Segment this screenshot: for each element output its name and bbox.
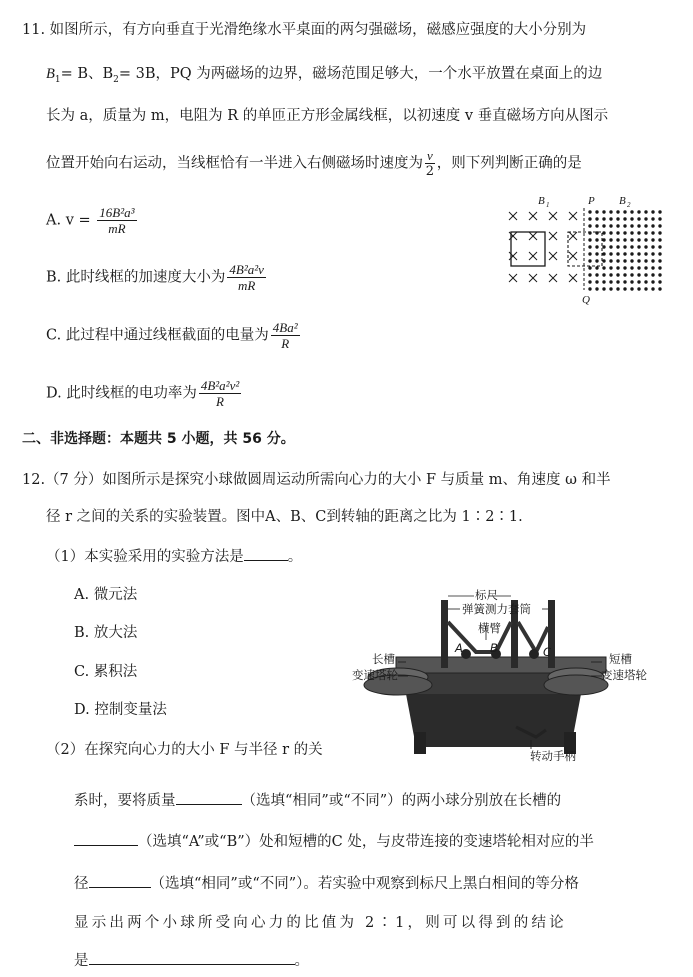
label-b2: B	[619, 195, 626, 207]
square-frame-solid	[511, 232, 545, 266]
dot-mark	[602, 238, 605, 241]
dot-mark	[644, 252, 647, 255]
cross-field-marks	[509, 212, 577, 282]
dot-mark	[630, 224, 633, 227]
label-biaochi: 标尺	[475, 588, 498, 602]
dot-mark	[651, 266, 654, 269]
label-p: P	[588, 195, 595, 207]
dot-mark	[595, 210, 598, 213]
q11-line1: 11. 如图所示，有方向垂直于光滑绝缘水平桌面的两匀强磁场，磁感应强度的大小分别为	[22, 22, 587, 38]
dot-mark	[595, 238, 598, 241]
dot-mark	[651, 210, 654, 213]
answer-blank-1[interactable]	[244, 546, 288, 561]
dot-mark	[651, 238, 654, 241]
dot-mark	[630, 273, 633, 276]
q12-opt-b: B. 放大法	[74, 625, 138, 641]
dot-mark	[609, 238, 612, 241]
dot-mark	[651, 273, 654, 276]
dot-mark	[644, 217, 647, 220]
dot-mark	[658, 287, 661, 290]
dot-mark	[602, 280, 605, 283]
q12-opt-a: A. 微元法	[74, 587, 138, 603]
q11-option-a: A. v = $\frac{\text{16B²a³}}{mR}$	[46, 205, 135, 236]
dot-mark	[644, 266, 647, 269]
q12-sub2-line6: 是 。	[74, 950, 309, 971]
dot-mark	[609, 224, 612, 227]
svg-text:1: 1	[546, 201, 550, 209]
label-point-a: A	[455, 641, 463, 655]
svg-text:2: 2	[627, 201, 631, 209]
label-short-groove: 短槽	[609, 652, 632, 666]
q11-option-d: D. 此时线框的电功率为 $\frac{\text{4B²a²v²}}{R}$	[46, 378, 240, 409]
dot-mark	[602, 210, 605, 213]
dot-mark	[588, 245, 591, 248]
dot-mark	[658, 217, 661, 220]
dot-mark	[623, 280, 626, 283]
label-point-b: B	[490, 641, 498, 655]
answer-blank-5[interactable]	[89, 950, 295, 965]
label-tower-pulley-left: 变速塔轮	[352, 668, 398, 682]
dot-mark	[651, 231, 654, 234]
q11-line2: $B_1= B$、$B_2= 3B$，PQ 为两磁场的边界，磁场范围足够大，一个水平放置在桌面上的边	[46, 66, 603, 85]
dot-mark	[602, 287, 605, 290]
dot-mark	[602, 252, 605, 255]
dot-mark	[637, 217, 640, 220]
dot-mark	[637, 252, 640, 255]
q12-sub2-line3: （选填“A”或“B”）处和短槽的C 处，与皮带连接的变速塔轮相对应的半	[74, 831, 594, 852]
dot-mark	[602, 224, 605, 227]
dot-mark	[616, 259, 619, 262]
label-point-c: C	[543, 645, 552, 659]
dot-mark	[595, 245, 598, 248]
dot-mark	[630, 238, 633, 241]
dot-mark	[651, 287, 654, 290]
dot-mark	[630, 210, 633, 213]
dot-mark	[658, 210, 661, 213]
label-hengbi: 横臂	[478, 621, 501, 635]
dot-mark	[609, 280, 612, 283]
label-long-groove: 长槽	[372, 652, 395, 666]
dot-mark	[616, 217, 619, 220]
q12-sub1: （1）本实验采用的实验方法是 。	[46, 546, 302, 567]
dot-mark	[616, 231, 619, 234]
dot-mark	[637, 273, 640, 276]
dot-mark	[588, 210, 591, 213]
dot-mark	[651, 224, 654, 227]
dot-mark	[623, 217, 626, 220]
dot-mark	[637, 238, 640, 241]
dot-mark	[602, 259, 605, 262]
dot-mark	[616, 266, 619, 269]
dot-mark	[623, 231, 626, 234]
dot-mark	[616, 238, 619, 241]
dot-mark	[623, 252, 626, 255]
dot-mark	[595, 224, 598, 227]
dot-mark	[588, 273, 591, 276]
dot-mark	[651, 280, 654, 283]
dot-mark	[623, 224, 626, 227]
label-tower-pulley-right: 变速塔轮	[601, 668, 647, 682]
dot-mark	[609, 266, 612, 269]
dot-mark	[651, 217, 654, 220]
q11-option-b: B. 此时线框的加速度大小为 $\frac{\text{4B²a²v}}{mR}$	[46, 262, 264, 293]
dot-mark	[637, 210, 640, 213]
dot-mark	[609, 217, 612, 220]
dot-mark	[637, 231, 640, 234]
answer-blank-4[interactable]	[89, 873, 151, 888]
dot-mark	[588, 287, 591, 290]
dot-mark	[595, 280, 598, 283]
answer-blank-3[interactable]	[74, 831, 138, 846]
dot-mark	[651, 245, 654, 248]
q12-opt-d: D. 控制变量法	[74, 702, 167, 718]
dot-mark	[644, 238, 647, 241]
dot-mark	[644, 210, 647, 213]
dot-mark	[637, 259, 640, 262]
dot-mark	[616, 210, 619, 213]
dot-mark	[609, 259, 612, 262]
dot-mark	[623, 210, 626, 213]
dot-mark	[658, 252, 661, 255]
dot-mark	[588, 217, 591, 220]
section-2-heading: 二、非选择题：本题共 5 小题，共 56 分。	[22, 431, 295, 447]
dot-mark	[637, 280, 640, 283]
dot-mark	[644, 273, 647, 276]
dot-mark	[588, 224, 591, 227]
dot-mark	[609, 231, 612, 234]
dot-mark	[630, 266, 633, 269]
dot-mark	[658, 231, 661, 234]
dot-mark	[623, 245, 626, 248]
dot-mark	[623, 259, 626, 262]
dot-mark	[658, 245, 661, 248]
dot-mark	[609, 245, 612, 248]
dot-mark	[588, 259, 591, 262]
dot-mark	[644, 287, 647, 290]
dot-mark	[623, 266, 626, 269]
dot-mark	[595, 287, 598, 290]
dot-mark	[609, 210, 612, 213]
dot-mark	[588, 238, 591, 241]
q11-line4: 位置开始向右运动，当线框恰有一半进入右侧磁场时速度为 $\frac{v}{2}$ ，则下列判断正确的是	[46, 148, 582, 179]
label-spring-sleeve: 弹簧测力套筒	[462, 602, 531, 616]
dot-mark	[623, 238, 626, 241]
dot-mark	[637, 224, 640, 227]
dot-mark	[602, 266, 605, 269]
dot-mark	[602, 245, 605, 248]
dot-mark	[588, 266, 591, 269]
dot-mark	[609, 287, 612, 290]
q12-sub2-line5: 显示出两个小球所受向心力的比值为 2∶1，则可以得到的结论	[74, 915, 567, 931]
dot-mark	[595, 273, 598, 276]
dot-mark	[588, 252, 591, 255]
dot-mark	[623, 273, 626, 276]
dot-mark	[630, 231, 633, 234]
q12-opt-c: C. 累积法	[74, 664, 138, 680]
q11-line3: 长为 a，质量为 m，电阻为 R 的单匝正方形金属线框，以初速度 v 垂直磁场方向从图示	[46, 108, 609, 124]
dot-mark	[651, 259, 654, 262]
dot-mark	[644, 224, 647, 227]
q12-line1: 12.（7 分）如图所示是探究小球做圆周运动所需向心力的大小 F 与质量 m、角速度 ω 和半	[22, 472, 611, 488]
dot-mark	[630, 280, 633, 283]
dot-mark	[602, 231, 605, 234]
dot-field-marks	[588, 210, 661, 290]
dot-mark	[630, 245, 633, 248]
dot-mark	[630, 217, 633, 220]
dot-mark	[595, 259, 598, 262]
dot-mark	[609, 252, 612, 255]
fraction-v-over-2: $\frac{v}{2}$	[425, 148, 435, 179]
dot-mark	[637, 266, 640, 269]
dot-mark	[630, 287, 633, 290]
dot-mark	[658, 224, 661, 227]
dot-mark	[630, 259, 633, 262]
dot-mark	[595, 252, 598, 255]
dot-mark	[616, 280, 619, 283]
dot-mark	[609, 273, 612, 276]
dot-mark	[658, 280, 661, 283]
label-b1: B	[538, 195, 545, 207]
q12-line2: 径 r 之间的关系的实验装置。图中A、B、C到转轴的距离之比为 1∶2∶1.	[46, 509, 523, 525]
label-crank-handle: 转动手柄	[530, 749, 576, 763]
dot-mark	[658, 259, 661, 262]
dot-mark	[644, 259, 647, 262]
dot-mark	[644, 280, 647, 283]
dot-mark	[616, 245, 619, 248]
dot-mark	[588, 280, 591, 283]
dot-mark	[616, 287, 619, 290]
dot-mark	[616, 273, 619, 276]
q11-option-c: C. 此过程中通过线框截面的电量为 $\frac{\text{4Ba²}}{R}$	[46, 320, 298, 351]
q12-sub2-line4: 径 （选填“相同”或“不同”）。若实验中观察到标尺上黑白相间的等分格	[74, 873, 579, 894]
dot-mark	[602, 273, 605, 276]
dot-mark	[651, 252, 654, 255]
label-q: Q	[582, 294, 590, 306]
dot-mark	[658, 266, 661, 269]
dot-mark	[630, 252, 633, 255]
dot-mark	[637, 245, 640, 248]
dot-mark	[658, 238, 661, 241]
dot-mark	[644, 245, 647, 248]
answer-blank-2[interactable]	[176, 790, 242, 805]
dot-mark	[658, 273, 661, 276]
q12-sub2-line2: 系时，要将质量 （选填“相同”或“不同”）的两小球分别放在长槽的	[74, 790, 561, 811]
q12-sub2-line1: （2）在探究向心力的大小 F 与半径 r 的关	[46, 742, 323, 758]
dot-mark	[595, 266, 598, 269]
dot-mark	[623, 287, 626, 290]
dot-mark	[595, 217, 598, 220]
dot-mark	[644, 231, 647, 234]
dot-mark	[602, 217, 605, 220]
magnetic-field-figure	[498, 190, 668, 308]
dot-mark	[637, 287, 640, 290]
dot-mark	[616, 224, 619, 227]
dot-mark	[616, 252, 619, 255]
